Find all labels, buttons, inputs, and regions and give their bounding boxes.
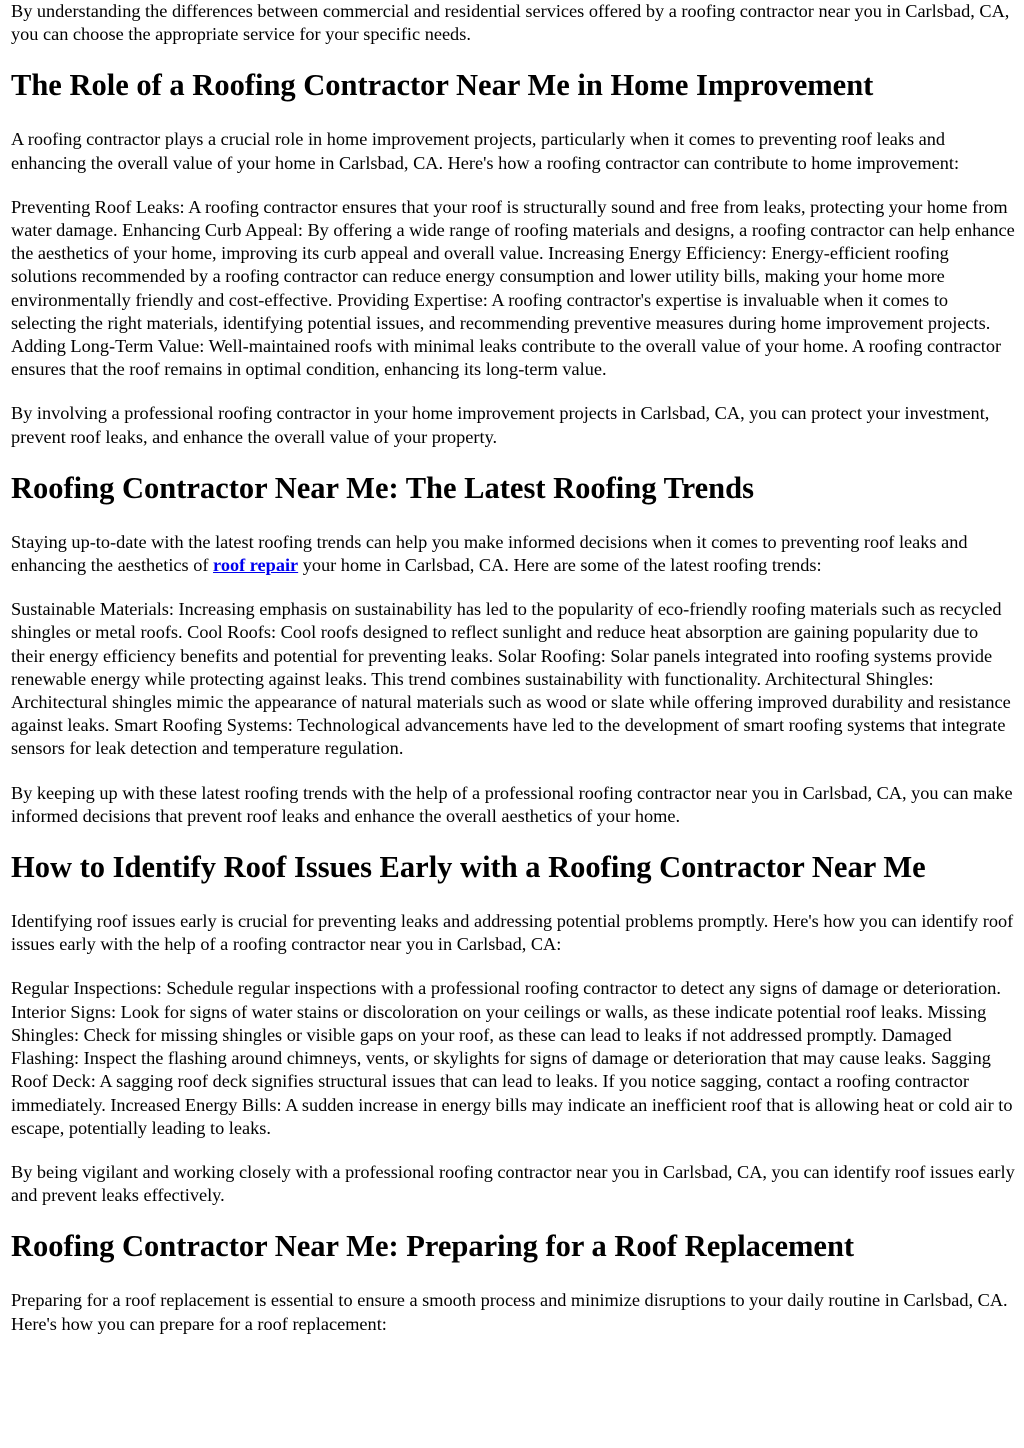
paragraph: A roofing contractor plays a crucial role in home improvement projects, particularly when it comes to preventing roof leaks and enhancing the overall value of your home in Carlsbad, CA. Here's how a roofing contractor can contribute to home improvement:	[11, 129, 960, 173]
paragraph: Preparing for a roof replacement is essential to ensure a smooth process and minimize disruptions to your daily routine in Carlsbad, CA. Here's how you can prepare for a roof replacement:	[11, 1290, 1008, 1334]
article-body	[11, 0, 1016, 1357]
section-identify-roof-issues	[11, 849, 1016, 1207]
paragraph: By being vigilant and working closely with a professional roofing contractor near you in Carlsbad, CA, you can identify roof issues early and prevent leaks effectively.	[11, 1161, 1015, 1206]
paragraph-text: your home in Carlsbad, CA. Here are some of the latest roofing trends:	[298, 555, 822, 576]
section-heading: How to Identify Roof Issues Early with a Roofing Contractor Near Me	[11, 850, 926, 885]
paragraph-with-link	[11, 531, 1016, 577]
section-role-of-roofing-contractor	[11, 67, 1016, 448]
roof-repair-link[interactable]: roof repair	[213, 555, 299, 576]
section-preparing-roof-replacement	[11, 1228, 1016, 1335]
section-latest-roofing-trends	[11, 470, 1016, 828]
intro-paragraph: By understanding the differences between commercial and residential services offered by a roofing contractor near you in Carlsbad, CA, you can choose the appropriate service for your specific needs.	[11, 1, 1010, 45]
paragraph: Preventing Roof Leaks: A roofing contractor ensures that your roof is structurally sound and free from leaks, protecting your home from water damage. Enhancing Curb Appeal: By offering a wide range of roofing materials and designs, a roofing contractor can help enhance the aesthetics of your home, improving its curb appeal and overall value. Increasing Energy Efficiency: Energy-efficient roofing solutions recommended by a roofing contractor can reduce energy consumption and lower utility bills, making your home more environmentally friendly and cost-effective. Providing Expertise: A roofing contractor's expertise is invaluable when it comes to selecting the right materials, identifying potential issues, and recommending preventive measures during home improvement projects. Adding Long-Term Value: Well-maintained roofs with minimal leaks contribute to the overall value of your home. A roofing contractor ensures that the roof remains in optimal condition, enhancing its long-term value.	[11, 196, 1015, 380]
paragraph: By keeping up with these latest roofing trends with the help of a professional roofing contractor near you in Carlsbad, CA, you can make informed decisions that prevent roof leaks and enhance the overall aesthetics of your home.	[11, 782, 1013, 826]
paragraph: Regular Inspections: Schedule regular inspections with a professional roofing contractor to detect any signs of damage or deterioration. Interior Signs: Look for signs of water stains or discoloration on your ceilings or walls, as these indicate potential roof leaks. Missing Shingles: Check for missing shingles or visible gaps on your roof, as these can lead to leaks if not addressed promptly. Damaged Flashing: Inspect the flashing around chimneys, vents, or skylights for signs of damage or deterioration that may cause leaks. Sagging Roof Deck: A sagging roof deck signifies structural issues that can lead to leaks. If you notice sagging, contact a roofing contractor immediately. Increased Energy Bills: A sudden increase in energy bills may indicate an inefficient roof that is allowing heat or cold air to escape, potentially leading to leaks.	[11, 978, 1013, 1138]
paragraph: By involving a professional roofing contractor in your home improvement projects in Carlsbad, CA, you can protect your investment, prevent roof leaks, and enhance the overall value of your property.	[11, 403, 990, 447]
section-heading: Roofing Contractor Near Me: Preparing for a Roof Replacement	[11, 1229, 855, 1264]
paragraph: Sustainable Materials: Increasing emphasis on sustainability has led to the popularity of eco-friendly roofing materials such as recycled shingles or metal roofs. Cool Roofs: Cool roofs designed to reflect sunlight and reduce heat absorption are gaining popularity due to their energy efficiency benefits and potential for preventing leaks. Solar Roofing: Solar panels integrated into roofing systems provide renewable energy while protecting against leaks. This trend combines sustainability with functionality. Architectural Shingles: Architectural shingles mimic the appearance of natural materials such as wood or slate while offering improved durability and resistance against leaks. Smart Roofing Systems: Technological advancements have led to the development of smart roofing systems that integrate sensors for leak detection and temperature regulation.	[11, 599, 1011, 759]
section-heading: The Role of a Roofing Contractor Near Me in Home Improvement	[11, 68, 874, 103]
paragraph-text: Staying up-to-date with the latest roofing trends can help you make informed decisions when it comes to preventing roof leaks and enhancing the aesthetics of	[11, 531, 968, 576]
section-heading: Roofing Contractor Near Me: The Latest Roofing Trends	[11, 470, 754, 505]
paragraph: Identifying roof issues early is crucial for preventing leaks and addressing potential problems promptly. Here's how you can identify roof issues early with the help of a roofing contractor near you in Carlsbad, CA:	[11, 911, 1014, 955]
